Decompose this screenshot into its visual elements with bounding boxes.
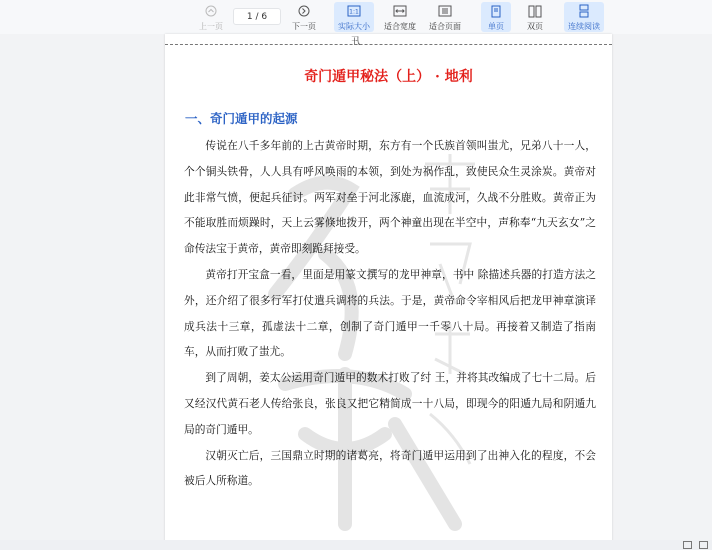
page-number-input[interactable]: 1 / 6 — [233, 8, 281, 25]
fit-width-label: 适合宽度 — [384, 22, 416, 31]
single-page-icon — [485, 2, 507, 20]
prev-page-button[interactable] — [197, 2, 225, 32]
actual-size-label: 实际大小 — [338, 22, 370, 31]
fit-page-icon — [434, 2, 456, 20]
fit-page-button[interactable] — [428, 2, 462, 32]
continuous-read-label: 连续阅读 — [568, 22, 600, 31]
document-body — [184, 133, 596, 494]
next-page-label: 下一页 — [292, 22, 316, 31]
fit-width-icon — [389, 2, 411, 20]
two-page-button[interactable] — [521, 2, 549, 32]
svg-text:1:1: 1:1 — [349, 8, 359, 16]
document-title: 奇门遁甲秘法（上） · 地利 — [304, 69, 473, 85]
paragraph: 传说在八千多年前的上古黄帝时期，东方有一个氏族首领叫蚩尤，兄弟八十一人，个个铜头铁骨，人人具有呼风唤雨的本领，到处为祸作乱，致使民众生灵涂炭。黄帝对此非常气愤，便起兵征讨。两军对垒于河北涿鹿，血流成河，久战不分胜败。黄帝正为不能取胜而烦躁时，天上云雾倏地拨开，两个神童出现在半空中，声称奉“九天玄女”之命传法宝于黄帝，黄帝即刻跪拜接受。 — [184, 139, 596, 256]
two-page-icon — [524, 2, 546, 20]
actual-size-button[interactable] — [334, 2, 374, 32]
section-heading: 一、奇门遁甲的起源 — [185, 111, 298, 126]
page-cut-mark: 卂 — [351, 37, 361, 47]
fullscreen-icon[interactable] — [699, 541, 708, 549]
chevron-up-icon — [200, 2, 222, 20]
continuous-read-icon — [573, 2, 595, 20]
continuous-read-button[interactable] — [564, 2, 604, 32]
paragraph: 汉朝灭亡后，三国鼎立时期的诸葛亮，将奇门遁甲运用到了出神入化的程度，不会被后人所称道。 — [184, 448, 596, 488]
page-view-icon[interactable] — [683, 541, 692, 549]
toolbar — [0, 0, 712, 34]
page-break-divider — [165, 44, 612, 45]
prev-page-label: 上一页 — [199, 22, 223, 31]
fit-width-button[interactable] — [383, 2, 417, 32]
fit-page-label: 适合页面 — [429, 22, 461, 31]
paragraph: 到了周朝，姜太公运用奇门遁甲的数术打败了纣 王，并将其改编成了七十二局。后又经汉代黄石老人传给张良，张良又把它精简成一十八局，即现今的阳遁九局和阴遁九局的奇门遁甲。 — [184, 371, 596, 436]
two-page-label: 双页 — [527, 22, 543, 31]
single-page-label: 单页 — [488, 22, 504, 31]
document-page — [165, 34, 612, 542]
next-page-button[interactable] — [290, 2, 318, 32]
chevron-down-icon — [293, 2, 315, 20]
paragraph: 黄帝打开宝盒一看，里面是用篆文撰写的龙甲神章，书中 除描述兵器的打造方法之外，还介绍了很多行军打仗遣兵调将的兵法。于是，黄帝命令宰相风后把龙甲神章演译成兵法十三章，孤虚法十二章，创制了奇门遁甲一千零八十局。再接着又制造了指南车，从而打败了蚩尤。 — [184, 267, 596, 359]
actual-size-icon — [343, 2, 365, 20]
single-page-button[interactable] — [481, 2, 511, 32]
status-bar — [0, 540, 712, 550]
